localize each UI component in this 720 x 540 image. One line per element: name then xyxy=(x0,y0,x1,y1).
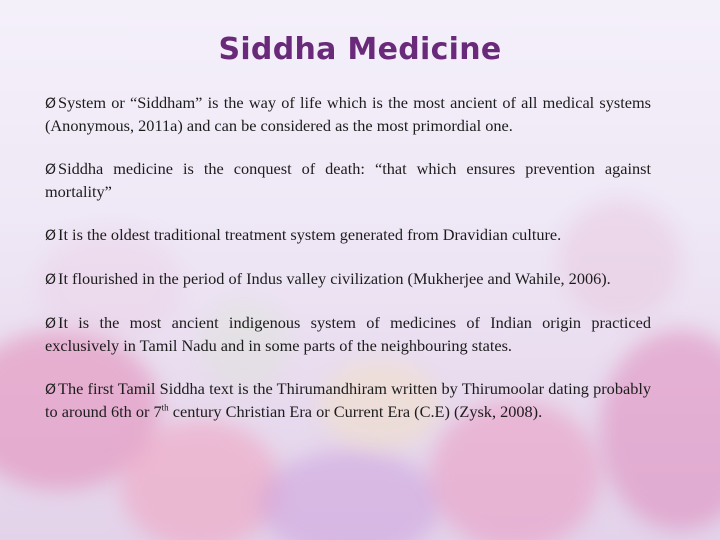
slide-title: Siddha Medicine xyxy=(218,32,502,67)
superscript-th: th xyxy=(161,402,169,413)
bullet-item xyxy=(45,92,651,137)
bullet-item xyxy=(45,378,651,423)
bullet-text: It flourished in the period of Indus valley civilization (Mukherjee and Wahile, 2006). xyxy=(58,269,611,288)
arrow-bullet-icon: Ø xyxy=(45,272,57,288)
bullet-item xyxy=(45,224,651,247)
bullet-text: System or “Siddham” is the way of life which is the most ancient of all medical systems (Anonymous, 2011a) and can be considered as the most primordial one. xyxy=(45,93,651,135)
arrow-bullet-icon: Ø xyxy=(45,96,57,112)
arrow-bullet-icon: Ø xyxy=(45,382,57,398)
arrow-bullet-icon: Ø xyxy=(45,316,57,332)
bullet-item xyxy=(45,158,651,203)
bullet-list xyxy=(45,92,651,444)
bullet-text: The first Tamil Siddha text is the Thirumandhiram written by Thirumoolar dating probably to around 6th or 7 xyxy=(45,379,651,421)
arrow-bullet-icon: Ø xyxy=(45,228,57,244)
bullet-text: It is the oldest traditional treatment system generated from Dravidian culture. xyxy=(58,225,562,244)
bullet-item xyxy=(45,312,651,357)
bullet-item xyxy=(45,268,651,291)
arrow-bullet-icon: Ø xyxy=(45,162,57,178)
bullet-text: It is the most ancient indigenous system of medicines of Indian origin practiced exclusively in Tamil Nadu and in some parts of the neighbouring states. xyxy=(45,313,651,355)
bullet-text-continued: century Christian Era or Current Era (C.E) (Zysk, 2008). xyxy=(168,402,543,421)
bullet-text: Siddha medicine is the conquest of death: “that which ensures prevention against mortality” xyxy=(45,159,651,201)
